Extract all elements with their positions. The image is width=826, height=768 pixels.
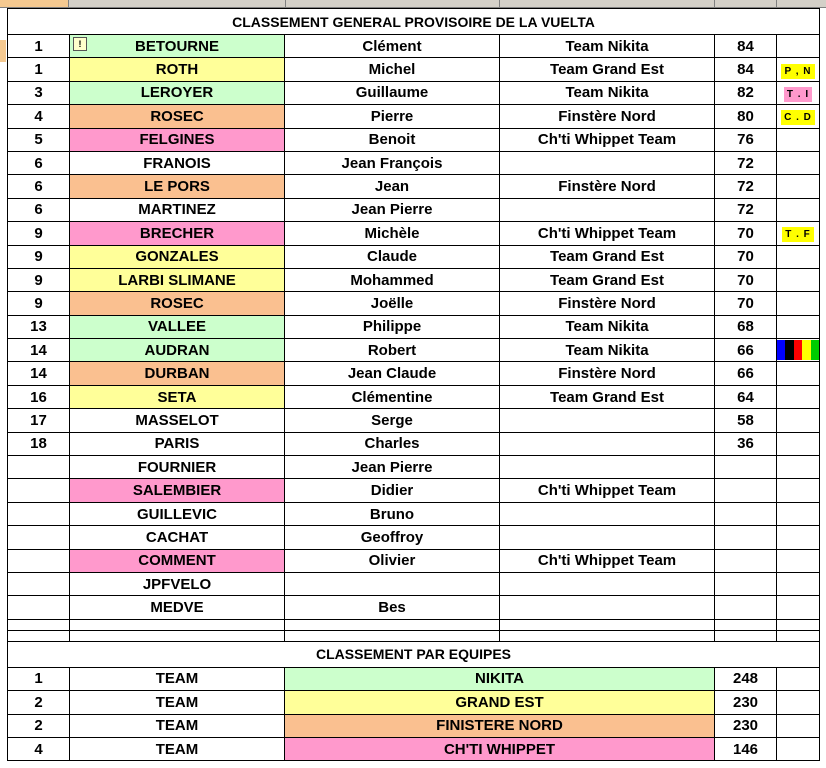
first-name-cell[interactable]: Geoffroy <box>285 526 500 549</box>
jersey-cell[interactable] <box>777 151 820 174</box>
team-cell[interactable] <box>500 596 715 619</box>
first-name-cell[interactable]: Jean François <box>285 151 500 174</box>
rank-cell[interactable] <box>8 549 70 572</box>
jersey-badge: T . I <box>784 87 812 102</box>
points-cell[interactable]: 58 <box>715 409 777 432</box>
rank-cell[interactable]: 14 <box>8 339 70 362</box>
team-cell[interactable] <box>500 151 715 174</box>
rider-row <box>8 105 820 128</box>
points-cell[interactable]: 84 <box>715 58 777 81</box>
jersey-cell[interactable] <box>777 549 820 572</box>
jersey-badge: P , N <box>781 64 814 79</box>
rank-cell[interactable] <box>8 479 70 502</box>
rank-cell[interactable]: 17 <box>8 409 70 432</box>
rider-row <box>8 58 820 81</box>
rank-cell[interactable]: 6 <box>8 198 70 221</box>
rank-cell[interactable]: 6 <box>8 175 70 198</box>
empty-cell[interactable] <box>715 630 777 641</box>
team-points-cell[interactable]: 230 <box>715 714 777 737</box>
team-cell[interactable]: Team Grand Est <box>500 268 715 291</box>
points-cell[interactable]: 66 <box>715 339 777 362</box>
jersey-cell[interactable] <box>777 245 820 268</box>
rider-row <box>8 81 820 104</box>
team-rank-cell[interactable]: 2 <box>8 714 70 737</box>
jersey-cell[interactable] <box>777 81 820 104</box>
rider-row <box>8 339 820 362</box>
rider-row <box>8 572 820 595</box>
rider-name-cell[interactable]: FELGINES <box>70 128 285 151</box>
jersey-cell[interactable] <box>777 456 820 479</box>
rank-cell[interactable] <box>8 456 70 479</box>
team-label-cell[interactable]: TEAM <box>70 691 285 714</box>
first-name-cell[interactable]: Philippe <box>285 315 500 338</box>
rider-row <box>8 549 820 572</box>
rider-name-cell[interactable]: PARIS <box>70 432 285 455</box>
rider-name-cell[interactable]: LEROYER <box>70 81 285 104</box>
points-cell[interactable]: 72 <box>715 175 777 198</box>
rank-cell[interactable]: 9 <box>8 245 70 268</box>
jersey-cell[interactable] <box>777 362 820 385</box>
jersey-badge: T . F <box>782 227 814 242</box>
column-divider <box>285 0 286 7</box>
jersey-cell[interactable] <box>777 268 820 291</box>
rider-row <box>8 456 820 479</box>
team-cell[interactable]: Ch'ti Whippet Team <box>500 549 715 572</box>
first-name-cell[interactable]: Jean Pierre <box>285 198 500 221</box>
empty-cell[interactable] <box>70 619 285 630</box>
jersey-cell[interactable] <box>777 339 820 362</box>
column-divider <box>499 0 500 7</box>
team-cell[interactable] <box>500 526 715 549</box>
rider-name-cell[interactable]: SALEMBIER <box>70 479 285 502</box>
rider-row <box>8 151 820 174</box>
rider-row <box>8 198 820 221</box>
jersey-cell[interactable] <box>777 596 820 619</box>
rider-name-cell[interactable]: SETA <box>70 385 285 408</box>
column-header-strip <box>0 0 826 8</box>
team-cell[interactable]: Team Nikita <box>500 81 715 104</box>
team-label-cell[interactable]: TEAM <box>70 667 285 690</box>
points-cell[interactable] <box>715 502 777 525</box>
team-cell[interactable] <box>500 456 715 479</box>
rider-row <box>8 222 820 245</box>
team-cell[interactable]: Finstère Nord <box>500 175 715 198</box>
rider-row <box>8 268 820 291</box>
team-cell[interactable]: Team Nikita <box>500 35 715 58</box>
team-ranking-title: CLASSEMENT PAR EQUIPES <box>8 641 820 667</box>
rider-row <box>8 502 820 525</box>
first-name-cell[interactable]: Didier <box>285 479 500 502</box>
rider-row <box>8 128 820 151</box>
rider-name-cell[interactable]: FOURNIER <box>70 456 285 479</box>
points-cell[interactable]: 64 <box>715 385 777 408</box>
jersey-badge: C . D <box>781 110 815 125</box>
rider-row <box>8 409 820 432</box>
team-rank-cell[interactable]: 4 <box>8 737 70 760</box>
jersey-cell[interactable] <box>777 58 820 81</box>
team-cell[interactable]: Ch'ti Whippet Team <box>500 222 715 245</box>
team-cell[interactable] <box>500 198 715 221</box>
team-points-cell[interactable]: 248 <box>715 667 777 690</box>
rider-name-cell[interactable]: ROSEC <box>70 292 285 315</box>
jersey-cell[interactable] <box>777 35 820 58</box>
rider-name-cell[interactable]: BRECHER <box>70 222 285 245</box>
team-cell[interactable] <box>500 572 715 595</box>
points-cell[interactable]: 84 <box>715 35 777 58</box>
first-name-cell[interactable]: Olivier <box>285 549 500 572</box>
team-rank-cell[interactable]: 2 <box>8 691 70 714</box>
team-cell[interactable]: Finstère Nord <box>500 362 715 385</box>
team-name-cell[interactable]: FINISTERE NORD <box>285 714 715 737</box>
jersey-cell[interactable] <box>777 502 820 525</box>
points-cell[interactable]: 36 <box>715 432 777 455</box>
rider-name-cell[interactable]: BETOURNE ! <box>70 35 285 58</box>
team-row <box>8 714 820 737</box>
rank-cell[interactable]: 16 <box>8 385 70 408</box>
general-ranking-title: CLASSEMENT GENERAL PROVISOIRE DE LA VUELTA <box>8 9 820 35</box>
first-name-cell[interactable]: Claude <box>285 245 500 268</box>
jersey-cell[interactable] <box>777 526 820 549</box>
stripe <box>802 340 810 360</box>
first-name-cell[interactable]: Clémentine <box>285 385 500 408</box>
team-extra-cell[interactable] <box>777 714 820 737</box>
rider-row <box>8 479 820 502</box>
team-cell[interactable]: Finstère Nord <box>500 105 715 128</box>
rider-row <box>8 596 820 619</box>
jersey-cell[interactable] <box>777 198 820 221</box>
rank-cell[interactable]: 9 <box>8 222 70 245</box>
empty-cell[interactable] <box>777 619 820 630</box>
rank-cell[interactable] <box>8 526 70 549</box>
team-cell[interactable]: Team Grand Est <box>500 245 715 268</box>
rank-cell[interactable]: 3 <box>8 81 70 104</box>
rank-cell[interactable] <box>8 572 70 595</box>
rider-name-cell[interactable]: FRANOIS <box>70 151 285 174</box>
rider-name-cell[interactable]: ROTH <box>70 58 285 81</box>
points-cell[interactable]: 70 <box>715 222 777 245</box>
rank-cell[interactable]: 4 <box>8 105 70 128</box>
team-cell[interactable] <box>500 409 715 432</box>
points-cell[interactable] <box>715 526 777 549</box>
jersey-cell[interactable] <box>777 292 820 315</box>
rider-name-cell[interactable]: COMMENT <box>70 549 285 572</box>
first-name-cell[interactable]: Bes <box>285 596 500 619</box>
rank-cell[interactable]: 9 <box>8 268 70 291</box>
stripe <box>811 340 819 360</box>
rank-cell[interactable]: 18 <box>8 432 70 455</box>
team-cell[interactable]: Ch'ti Whippet Team <box>500 479 715 502</box>
jersey-cell[interactable] <box>777 432 820 455</box>
empty-row <box>8 630 820 641</box>
rider-name-cell[interactable]: MARTINEZ <box>70 198 285 221</box>
rider-name-cell[interactable]: LARBI SLIMANE <box>70 268 285 291</box>
team-cell[interactable] <box>500 502 715 525</box>
rider-name-cell[interactable]: ROSEC <box>70 105 285 128</box>
spreadsheet-grid <box>7 8 820 761</box>
rider-name-cell[interactable]: GUILLEVIC <box>70 502 285 525</box>
jersey-cell[interactable] <box>777 385 820 408</box>
first-name-cell[interactable]: Michèle <box>285 222 500 245</box>
jersey-cell[interactable] <box>777 175 820 198</box>
points-cell[interactable] <box>715 549 777 572</box>
team-name-cell[interactable]: GRAND EST <box>285 691 715 714</box>
column-divider <box>776 0 777 7</box>
team-points-cell[interactable]: 230 <box>715 691 777 714</box>
rank-cell[interactable] <box>8 596 70 619</box>
empty-cell[interactable] <box>500 619 715 630</box>
rank-cell[interactable]: 5 <box>8 128 70 151</box>
column-divider <box>714 0 715 7</box>
rider-row <box>8 362 820 385</box>
points-cell[interactable]: 70 <box>715 268 777 291</box>
selected-column-header[interactable] <box>0 0 68 7</box>
first-name-cell[interactable]: Charles <box>285 432 500 455</box>
first-name-cell[interactable]: Bruno <box>285 502 500 525</box>
empty-cell[interactable] <box>8 630 70 641</box>
rider-name-cell[interactable]: VALLEE <box>70 315 285 338</box>
points-cell[interactable]: 76 <box>715 128 777 151</box>
column-divider <box>68 0 69 7</box>
first-name-cell[interactable]: Benoit <box>285 128 500 151</box>
points-cell[interactable] <box>715 479 777 502</box>
rider-name-cell[interactable]: JPFVELO <box>70 572 285 595</box>
points-cell[interactable] <box>715 596 777 619</box>
first-name-cell[interactable]: Mohammed <box>285 268 500 291</box>
jersey-cell[interactable] <box>777 315 820 338</box>
jersey-stripes <box>777 340 819 360</box>
points-cell[interactable] <box>715 572 777 595</box>
team-row <box>8 691 820 714</box>
rank-cell[interactable]: 14 <box>8 362 70 385</box>
team-label-cell[interactable]: TEAM <box>70 737 285 760</box>
rider-row <box>8 35 820 58</box>
points-cell[interactable]: 72 <box>715 151 777 174</box>
first-name-cell[interactable] <box>285 572 500 595</box>
rider-name-cell[interactable]: GONZALES <box>70 245 285 268</box>
first-name-cell[interactable]: Robert <box>285 339 500 362</box>
rider-name-cell[interactable]: CACHAT <box>70 526 285 549</box>
empty-cell[interactable] <box>777 630 820 641</box>
team-name-cell[interactable]: NIKITA <box>285 667 715 690</box>
points-cell[interactable]: 68 <box>715 315 777 338</box>
warning-icon[interactable]: ! <box>73 37 87 51</box>
first-name-cell[interactable]: Clément <box>285 35 500 58</box>
first-name-cell[interactable]: Serge <box>285 409 500 432</box>
rider-name-cell[interactable]: MEDVE <box>70 596 285 619</box>
rider-row <box>8 526 820 549</box>
empty-cell[interactable] <box>70 630 285 641</box>
team-points-cell[interactable]: 146 <box>715 737 777 760</box>
rider-row <box>8 175 820 198</box>
empty-cell[interactable] <box>500 630 715 641</box>
empty-cell[interactable] <box>715 619 777 630</box>
points-cell[interactable]: 70 <box>715 245 777 268</box>
stripe <box>785 340 793 360</box>
team-extra-cell[interactable] <box>777 667 820 690</box>
rank-cell[interactable]: 13 <box>8 315 70 338</box>
team-row <box>8 667 820 690</box>
rank-cell[interactable]: 6 <box>8 151 70 174</box>
team-extra-cell[interactable] <box>777 691 820 714</box>
team-rank-cell[interactable]: 1 <box>8 667 70 690</box>
team-cell[interactable]: Team Grand Est <box>500 58 715 81</box>
rider-name-cell[interactable]: AUDRAN <box>70 339 285 362</box>
team-name-cell[interactable]: CH'TI WHIPPET <box>285 737 715 760</box>
rank-cell[interactable]: 1 <box>8 35 70 58</box>
team-cell[interactable]: Team Nikita <box>500 339 715 362</box>
first-name-cell[interactable]: Joëlle <box>285 292 500 315</box>
rank-cell[interactable]: 1 <box>8 58 70 81</box>
points-cell[interactable]: 82 <box>715 81 777 104</box>
points-cell[interactable]: 72 <box>715 198 777 221</box>
jersey-cell[interactable] <box>777 128 820 151</box>
points-cell[interactable]: 80 <box>715 105 777 128</box>
team-cell[interactable]: Team Nikita <box>500 315 715 338</box>
first-name-cell[interactable]: Jean <box>285 175 500 198</box>
first-name-cell[interactable]: Jean Claude <box>285 362 500 385</box>
rider-name-cell[interactable]: MASSELOT <box>70 409 285 432</box>
points-cell[interactable]: 66 <box>715 362 777 385</box>
team-label-cell[interactable]: TEAM <box>70 714 285 737</box>
first-name-cell[interactable]: Pierre <box>285 105 500 128</box>
rider-name-cell[interactable]: DURBAN <box>70 362 285 385</box>
team-row <box>8 737 820 760</box>
points-cell[interactable] <box>715 456 777 479</box>
jersey-cell[interactable] <box>777 409 820 432</box>
rider-row <box>8 385 820 408</box>
rider-row <box>8 292 820 315</box>
empty-cell[interactable] <box>285 619 500 630</box>
first-name-cell[interactable]: Guillaume <box>285 81 500 104</box>
team-cell[interactable]: Finstère Nord <box>500 292 715 315</box>
team-cell[interactable]: Ch'ti Whippet Team <box>500 128 715 151</box>
rider-row <box>8 245 820 268</box>
rank-cell[interactable]: 9 <box>8 292 70 315</box>
team-cell[interactable]: Team Grand Est <box>500 385 715 408</box>
jersey-cell[interactable] <box>777 479 820 502</box>
jersey-cell[interactable] <box>777 572 820 595</box>
jersey-cell[interactable] <box>777 222 820 245</box>
empty-row <box>8 619 820 630</box>
jersey-cell[interactable] <box>777 105 820 128</box>
rider-name-cell[interactable]: LE PORS <box>70 175 285 198</box>
first-name-cell[interactable]: Michel <box>285 58 500 81</box>
team-cell[interactable] <box>500 432 715 455</box>
selected-row-header[interactable] <box>0 40 6 62</box>
rider-row <box>8 432 820 455</box>
points-cell[interactable]: 70 <box>715 292 777 315</box>
rider-row <box>8 315 820 338</box>
first-name-cell[interactable]: Jean Pierre <box>285 456 500 479</box>
empty-cell[interactable] <box>8 619 70 630</box>
empty-cell[interactable] <box>285 630 500 641</box>
stripe <box>794 340 802 360</box>
team-extra-cell[interactable] <box>777 737 820 760</box>
rank-cell[interactable] <box>8 502 70 525</box>
stripe <box>777 340 785 360</box>
